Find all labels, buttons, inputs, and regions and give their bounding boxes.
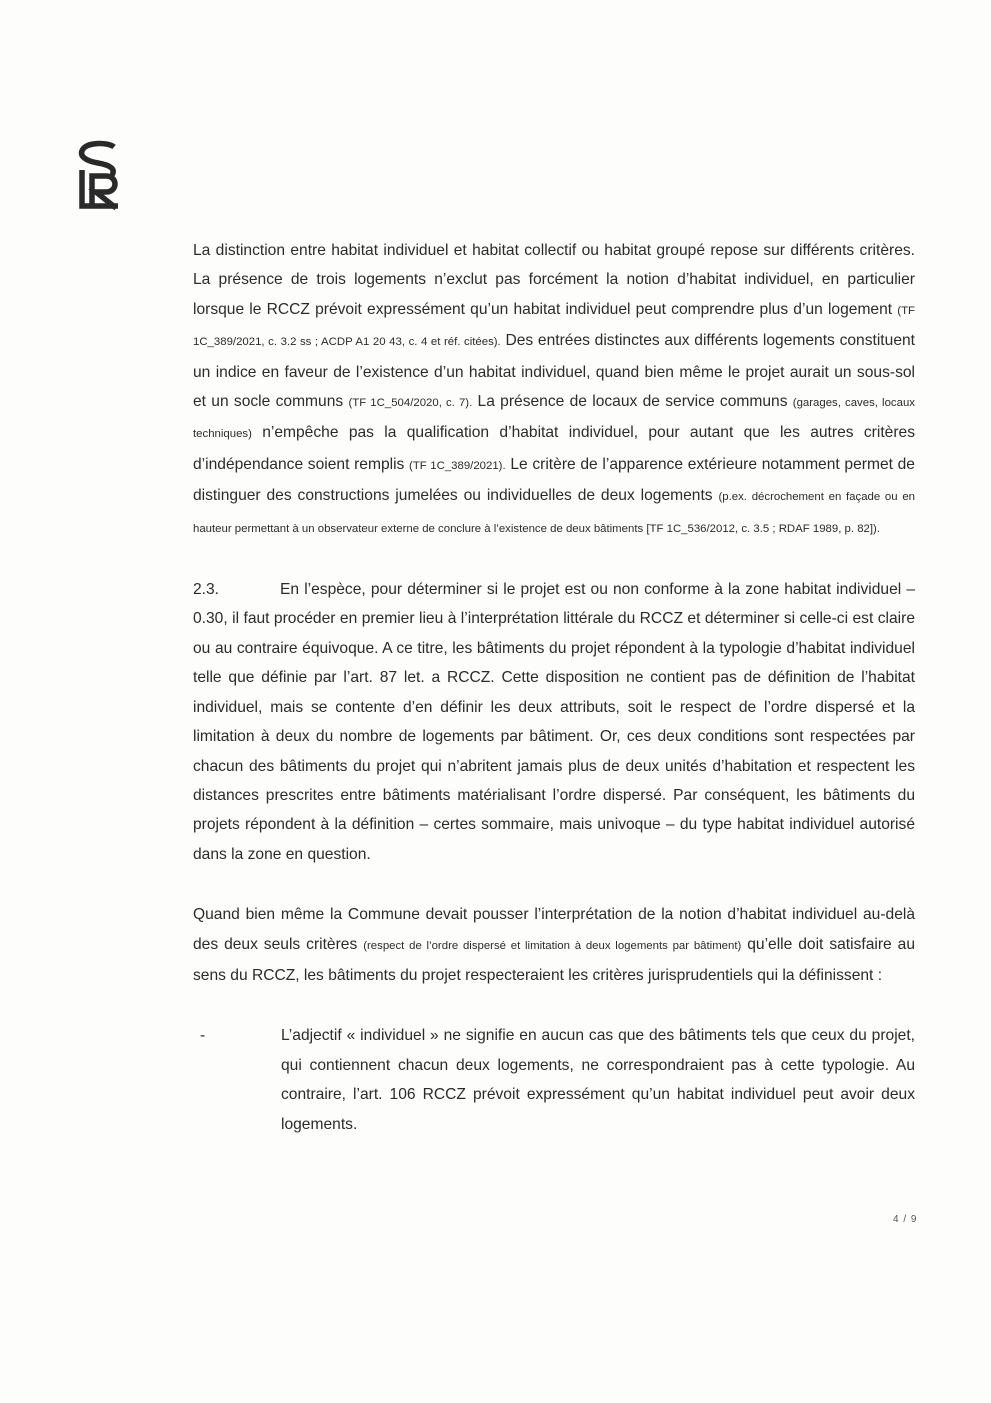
bullet-dash: - (200, 1027, 206, 1045)
bullet-text: L’adjectif « individuel » ne signifie en aucun cas que des bâtiments tels que ceux du projet, qui contiennent chacun deux logements, ne correspondraient pas à cette typologie. Au contraire, l’art. 106 RCCZ prévoit expressément qu’un habitat individuel peut avoir deux logements. (281, 1027, 915, 1133)
citation: (TF 1C_389/2021, c. 3.2 ss ; ACDP A1 20 43, c. 4 et réf. citées). (193, 304, 915, 349)
sr-monogram-logo (74, 140, 124, 210)
text-run: n’empêche pas la qualification d’habitat individuel, pour autant que les autres critères d’indépendance soient remplis (193, 424, 915, 473)
section-number: 2.3. (193, 581, 220, 599)
text-run: La présence de locaux de service communs (472, 393, 793, 411)
list-item (193, 1021, 915, 1139)
citation: (respect de l’ordre dispersé et limitation à deux logements par bâtiment) (363, 939, 742, 952)
paragraph-habitat-distinction (193, 236, 915, 544)
section-text: En l’espèce, pour déterminer si le projet est ou non conforme à la zone habitat individuel – 0.30, il faut procéder en premier lieu à l’interprétation littérale du RCCZ et déterminer si celle-ci est claire ou au contraire équivoque. A ce titre, les bâtiments du projet répondent à la typologie d’habitat individuel telle que définie par l’art. 87 let. a RCCZ. Cette disposition ne contient pas de définition de l’habitat individuel, mais se contente d’en définir les deux attributs, soit le respect de l’ordre dispersé et la limitation à deux du nombre de logements par bâtiment. Or, ces deux conditions sont respectées par chacun des bâtiments du projet qui n’abritent jamais plus de deux unités d’habitation et respectent les distances prescrites entre bâtiments matérialisant l’ordre dispersé. Par conséquent, les bâtiments du projets répondent à la définition – certes sommaire, mais univoque – du type habitat individuel autorisé dans la zone en question. (193, 581, 915, 863)
citation: (TF 1C_504/2020, c. 7). (348, 397, 473, 410)
paragraph-commune-interpretation (193, 900, 915, 990)
page-number: 4 / 9 (893, 1214, 918, 1225)
document-body (193, 236, 915, 1139)
text-run: La distinction entre habitat individuel et habitat collectif ou habitat groupé repose sur différents critères. La présence de trois logements n’exclut pas forcément la notion d’habitat individuel, en particulier lorsque le RCCZ prévoit expressément qu’un habitat individuel peut comprendre plus d’un logement (193, 242, 915, 318)
text-run: qu’elle doit satisfaire au sens du RCCZ, les bâtiments du projet respecteraient les critères jurisprudentiels qui la définissent : (193, 935, 915, 984)
citation: (garages, caves, locaux techniques) (193, 397, 915, 441)
text-run: Des entrées distinctes aux différents logements constituent un indice en faveur de l’existence d’un habitat individuel, quand bien même le projet aurait un sous-sol et un socle communs (193, 332, 915, 411)
text-run: Quand bien même la Commune devait pousser l’interprétation de la notion d’habitat individuel au-delà des deux seuls critères (193, 906, 915, 953)
citation: (TF 1C_389/2021). (409, 459, 506, 472)
citation: (p.ex. décrochement en façade ou en hauteur permettant à un observateur externe de conclure à l’existence de deux bâtiments [TF 1C_536/2012, c. 3.5 ; RDAF 1989, p. 82]). (193, 491, 915, 535)
section-2-3 (193, 575, 915, 869)
text-run: Le critère de l’apparence extérieure notamment permet de distinguer des constructions jumelées ou individuelles de deux logements (193, 455, 915, 505)
